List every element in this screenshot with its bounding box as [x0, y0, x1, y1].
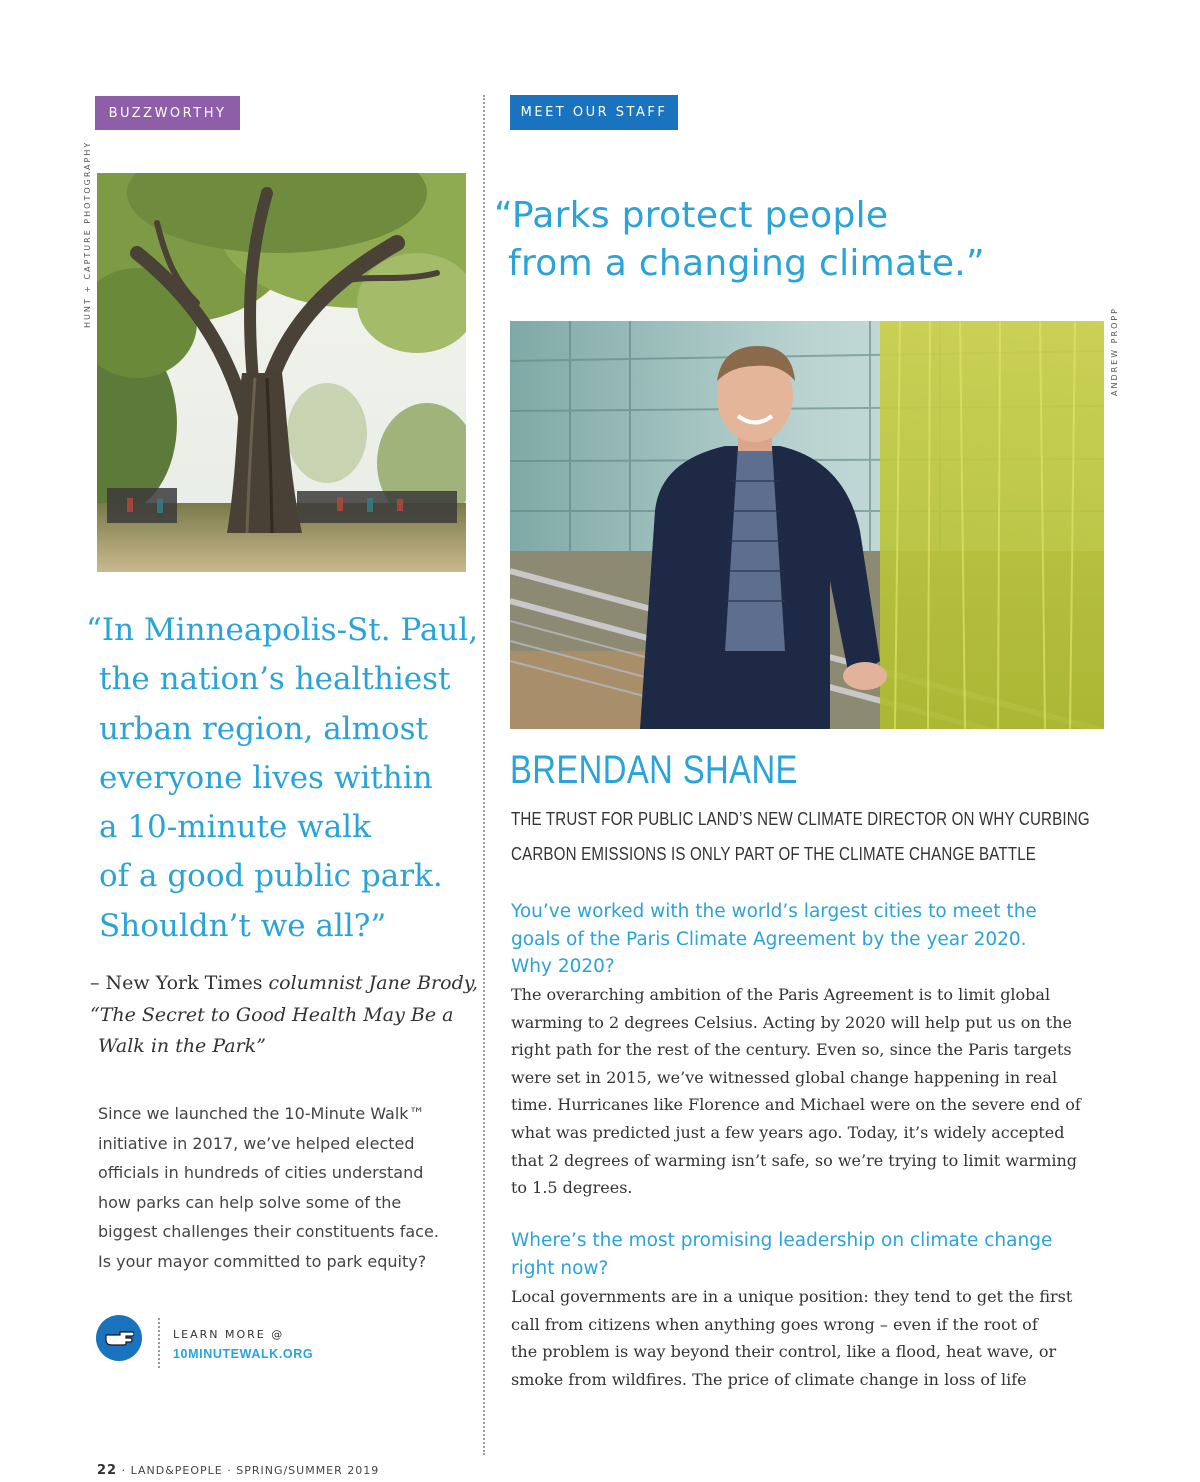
- paragraph-line: Is your mayor committed to park equity?: [98, 1251, 427, 1271]
- tree-park-illustration: [97, 173, 466, 572]
- learn-more-divider: [158, 1318, 160, 1368]
- headline-quote: [494, 192, 1054, 288]
- interview-answer-1: [511, 981, 1101, 1202]
- photo-credit-left: HUNT + CAPTURE PHOTOGRAPHY: [83, 140, 92, 328]
- column-divider: [483, 95, 485, 1455]
- pull-quote-line: everyone lives within: [99, 759, 433, 796]
- paragraph-line: how parks can help solve some of the: [98, 1192, 402, 1212]
- tree-park-photo: [97, 173, 466, 572]
- attribution-author: columnist Jane Brody,: [268, 972, 478, 994]
- pull-quote: [86, 606, 479, 951]
- answer-line: to 1.5 degrees.: [511, 1178, 633, 1198]
- question-line: right now?: [511, 1257, 609, 1279]
- pull-quote-line: Shouldn’t we all?”: [99, 907, 387, 944]
- answer-line: warming to 2 degrees Celsius. Acting by 2020 will help put us on the: [511, 1012, 1073, 1032]
- answer-line: time. Hurricanes like Florence and Michael were on the severe end of: [511, 1095, 1081, 1115]
- initiative-paragraph: [98, 1099, 458, 1276]
- pointing-hand-icon: [96, 1315, 142, 1361]
- answer-line: Local governments are in a unique position: they tend to get the first: [511, 1287, 1073, 1306]
- attribution-article-title: “The Secret to Good Health May Be a: [90, 1003, 454, 1026]
- page-footer: [97, 1463, 379, 1478]
- answer-line: call from citizens when anything goes wrong – even if the root of: [511, 1314, 1038, 1334]
- portrait-illustration: [510, 321, 1104, 729]
- attribution-source: – New York Times: [90, 972, 269, 994]
- answer-line: smoke from wildfires. The price of climate change in loss of life: [511, 1369, 1027, 1389]
- answer-line: right path for the rest of the century. Even so, since the Paris targets: [511, 1040, 1072, 1060]
- headline-line: from a changing climate.”: [508, 243, 985, 284]
- page-number: 22: [97, 1463, 118, 1478]
- question-line: goals of the Paris Climate Agreement by the year 2020.: [511, 928, 1027, 950]
- interview-question-2: [511, 1227, 1101, 1282]
- subtitle-line: CARBON EMISSIONS IS ONLY PART OF THE CLIMATE CHANGE BATTLE: [511, 844, 1037, 864]
- pull-quote-line: a 10-minute walk: [99, 809, 371, 846]
- paragraph-line: Since we launched the 10-Minute Walk™: [98, 1104, 425, 1123]
- answer-line: what was predicted just a few years ago. Today, it’s widely accepted: [511, 1122, 1065, 1142]
- pull-quote-line: urban region, almost: [99, 710, 429, 747]
- answer-line: The overarching ambition of the Paris Agreement is to limit global: [511, 985, 1051, 1004]
- answer-line: the problem is way beyond their control, like a flood, heat wave, or: [511, 1342, 1057, 1362]
- answer-line: that 2 degrees of warming isn’t safe, so we’re trying to limit warming: [511, 1150, 1078, 1170]
- staff-name: BRENDAN SHANE: [510, 748, 798, 792]
- publication-info: · LAND&PEOPLE · SPRING/SUMMER 2019: [117, 1464, 380, 1477]
- photo-credit-right: ANDREW PROPP: [1110, 306, 1119, 396]
- pull-quote-line: the nation’s healthiest: [99, 661, 451, 698]
- brendan-shane-portrait: [510, 321, 1104, 729]
- subtitle-line: THE TRUST FOR PUBLIC LAND’S NEW CLIMATE DIRECTOR ON WHY CURBING: [511, 809, 1090, 829]
- section-tag-meet-our-staff: MEET OUR STAFF: [510, 95, 678, 130]
- question-line: You’ve worked with the world’s largest cities to meet the: [511, 901, 1037, 922]
- attribution-article-title-cont: Walk in the Park”: [98, 1035, 266, 1057]
- pull-quote-line: of a good public park.: [99, 858, 443, 895]
- question-line: Why 2020?: [511, 956, 615, 977]
- answer-line: were set in 2015, we’ve witnessed global change happening in real: [511, 1067, 1058, 1087]
- paragraph-line: biggest challenges their constituents face.: [98, 1222, 439, 1241]
- paragraph-line: initiative in 2017, we’ve helped elected: [98, 1133, 415, 1153]
- learn-more-link[interactable]: 10MINUTEWALK.ORG: [173, 1347, 314, 1361]
- pull-quote-line: “In Minneapolis-St. Paul,: [86, 612, 479, 648]
- headline-line: “Parks protect people: [494, 195, 889, 236]
- paragraph-line: officials in hundreds of cities understand: [98, 1163, 424, 1182]
- interview-question-1: [511, 898, 1101, 981]
- staff-subtitle: [511, 802, 1090, 872]
- question-line: Where’s the most promising leadership on climate change: [511, 1230, 1053, 1251]
- interview-answer-2: [511, 1283, 1101, 1393]
- section-tag-buzzworthy: BUZZWORTHY: [95, 96, 240, 130]
- learn-more-label: LEARN MORE @: [173, 1328, 285, 1341]
- quote-attribution: [90, 968, 480, 1063]
